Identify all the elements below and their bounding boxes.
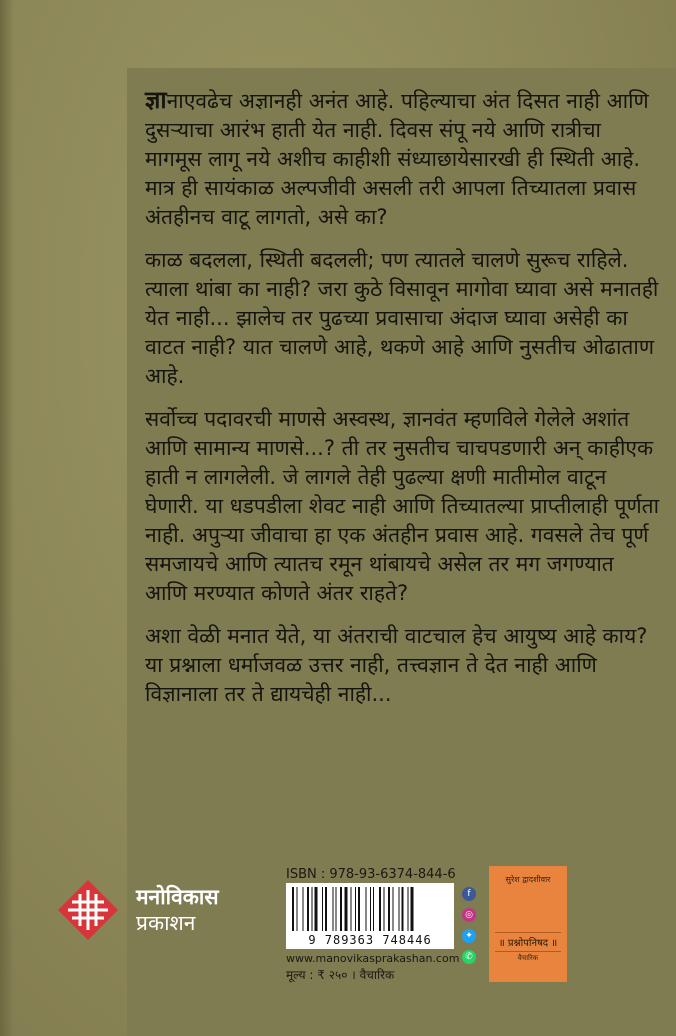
barcode-bar <box>358 887 360 931</box>
lattice-logo-icon <box>56 878 120 942</box>
barcode-bar <box>340 887 342 931</box>
spine-shadow <box>0 0 14 1036</box>
barcode-bar <box>393 887 394 931</box>
barcode-bar <box>336 887 337 931</box>
website-url: www.manovikasprakashan.com <box>286 952 460 965</box>
publisher-name-line1: मनोविकास <box>136 885 219 909</box>
instagram-icon: ◎ <box>462 908 476 922</box>
barcode-bar <box>373 887 374 931</box>
barcode-bar <box>399 887 400 931</box>
barcode-bar <box>322 887 323 931</box>
barcode-bar <box>333 887 334 931</box>
barcode-bar <box>292 887 294 931</box>
barcode <box>286 883 454 949</box>
thumb-author: सुरेश द्वादशीवार <box>505 875 551 884</box>
paragraph-1-rest: नाएवढेच अज्ञानही अनंत आहे. पहिल्याचा अंत दिसत नाही आणि दुसऱ्याचा आरंभ हाती येत नाही. दिवस संपू नये आणि रात्रीचा मागमूस लागू नये अशीच काहीशी संध्याछायेसारखी ही स्थिती आहे. मात्र ही सायंकाळ अल्पजीवी असली तरी आपला तिच्यातला प्रवास अंतहीनच वाटू लागतो, असे का? <box>145 89 649 229</box>
paragraph-1 <box>145 86 660 232</box>
barcode-bars <box>292 887 448 933</box>
publisher-name-line2: प्रकाशन <box>136 911 196 935</box>
barcode-bar <box>315 887 318 931</box>
facebook-icon: f <box>462 887 476 901</box>
paragraph-4: अशा वेळी मनात येते, या अंतराची वाटचाल हेच आयुष्य आहे काय? या प्रश्नाला धर्माजवळ उत्तर नाही, तत्त्वज्ञान ते देत नाही आणि विज्ञानाला तर ते द्यायचेही नाही... <box>145 624 648 706</box>
barcode-digits: 9 789363 748446 <box>308 933 432 947</box>
barcode-bar <box>408 887 409 931</box>
barcode-bar <box>351 887 352 931</box>
thumb-subtitle: वैचारिक <box>517 954 539 962</box>
barcode-bar <box>325 887 327 931</box>
drop-cap: ज्ञा <box>145 86 167 114</box>
twitter-icon: ✦ <box>462 929 476 943</box>
barcode-bar <box>370 887 371 931</box>
barcode-bar <box>312 887 313 931</box>
barcode-bar <box>297 887 298 931</box>
barcode-bar <box>366 887 367 931</box>
barcode-bar <box>355 887 356 931</box>
barcode-bar <box>402 887 404 931</box>
thumb-title: ॥ प्रश्नोपनिषद ॥ <box>495 932 561 952</box>
paragraph-3: सर्वोच्च पदावरची माणसे अस्वस्थ, ज्ञानवंत म्हणविले गेलेले अशांत आणि सामान्य माणसे...? ती तर नुसतीच चाचपडणारी अन् काहीएक हाती न लागलेली. जे लागले तेही पुढल्या क्षणी मातीमोल वाटून घेणारी. या धडपडीला शेवट नाही आणि तिच्यातल्या प्राप्तीलाही पूर्णता नाही. अपुऱ्या जीवाचा हा एक अंतहीन प्रवास आहे. गवसले तेच पूर्ण समजायचे आणि त्यातच रमून थांबायचे असेल तर मग जगण्यात आणि मरण्यात कोणते अंतर राहते? <box>145 407 660 605</box>
barcode-bar <box>411 887 414 931</box>
whatsapp-icon: ✆ <box>462 950 476 964</box>
series-book-thumbnail <box>489 866 567 982</box>
publisher-name <box>136 884 219 936</box>
paragraph-2: काळ बदलला, स्थिती बदलली; पण त्यातले चालणे सुरूच राहिले. त्याला थांबा का नाही? जरा कुठे विसावून मागोवा घ्यावा असे मनातही येत नाही... झालेच तर पुढच्या प्रवासाचा अंदाज घ्यावा असेही का वाटत नाही? यात चालणे आहे, थकणे आहे आणि नुसतीच ओढाताण आहे. <box>145 248 659 388</box>
barcode-bar <box>388 887 390 931</box>
social-icons <box>462 887 478 971</box>
blurb-text <box>145 86 660 723</box>
barcode-bar <box>307 887 309 931</box>
barcode-bar <box>379 887 381 931</box>
barcode-bar <box>345 887 348 931</box>
price-label: मूल्य : ₹ २५० । वैचारिक <box>286 968 395 982</box>
barcode-bar <box>303 887 304 931</box>
barcode-bar <box>384 887 385 931</box>
isbn-label: ISBN : 978-93-6374-844-6 <box>286 867 456 882</box>
